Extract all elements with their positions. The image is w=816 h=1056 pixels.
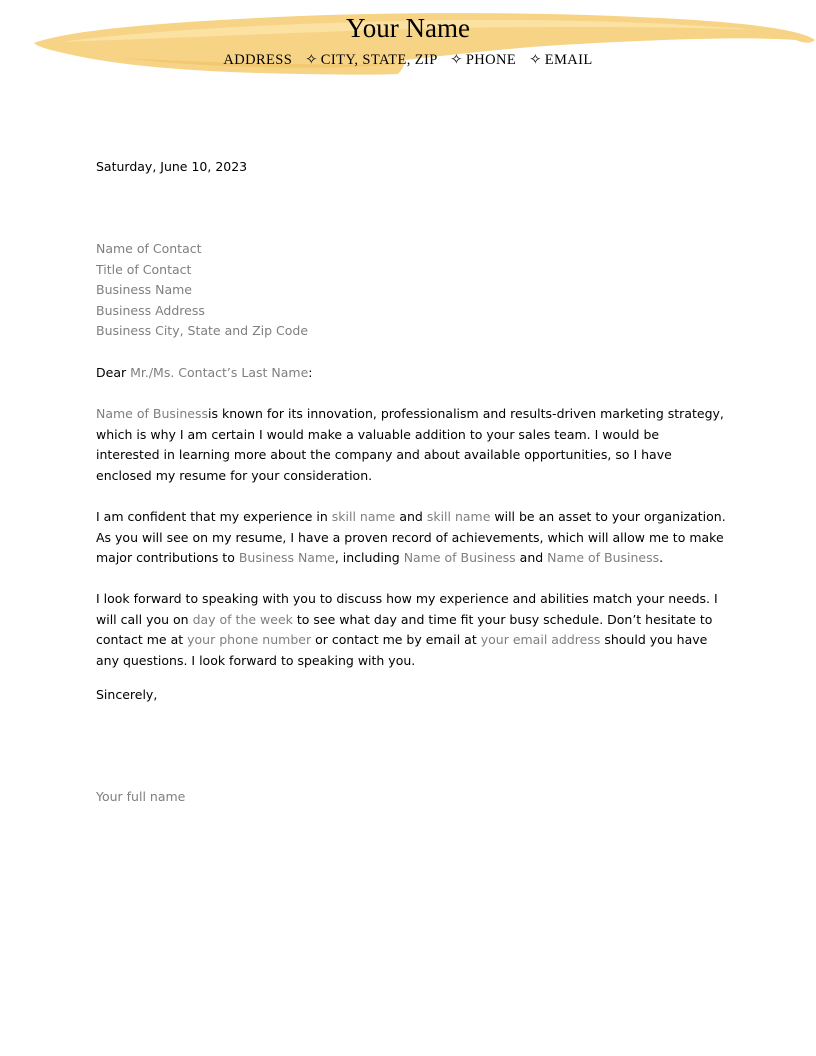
recipient-block (96, 239, 726, 342)
paragraph-intro (96, 404, 726, 486)
placeholder-phone: your phone number (187, 632, 312, 648)
salutation-prefix: Dear (96, 365, 131, 380)
placeholder-business: Name of Business (547, 550, 660, 566)
contact-email: EMAIL (544, 52, 593, 68)
contact-city-state-zip: CITY, STATE, ZIP (320, 52, 438, 68)
contact-address: ADDRESS (223, 52, 293, 68)
sender-name: Your Name (345, 13, 470, 43)
sparkle-separator-icon: ✧ (305, 52, 318, 68)
paragraph-text: . (659, 550, 664, 566)
placeholder-email: your email address (480, 632, 601, 648)
placeholder-business: Name of Business (96, 406, 208, 421)
placeholder-day: day of the week (192, 611, 293, 627)
paragraph-text: or contact me by email at (311, 632, 481, 648)
sparkle-separator-icon: ✧ (450, 52, 463, 68)
placeholder-business-name: Business Name (238, 550, 335, 566)
closing: Sincerely, (96, 687, 158, 702)
paragraph-text: I am confident that my experience in (96, 509, 332, 524)
paragraph-followup (96, 589, 726, 671)
placeholder-skill: skill name (331, 509, 396, 524)
paragraph-text: is known for its innovation, professionalism and results-driven marketing strategy, which is why I am certain I would make a valuable addition to your sales team. I would be interested in learning more about the company and about available opportunities, so I have enclosed my resume for your consideration. (96, 406, 724, 483)
paragraph-text: and (395, 509, 427, 524)
recipient-business-name: Business Name (96, 282, 192, 298)
recipient-contact-name: Name of Contact (96, 241, 202, 256)
letter-date: Saturday, June 10, 2023 (96, 159, 248, 174)
paragraph-text: , including (334, 550, 404, 566)
sparkle-separator-icon: ✧ (529, 52, 542, 68)
paragraph-text: should you have any questions. I look forward to speaking with you. (96, 632, 708, 668)
paragraph-text: I look forward to speaking with you to discuss how my experience and abilities match your needs. I will call you on (96, 591, 718, 627)
recipient-contact-title: Title of Contact (96, 261, 192, 277)
paragraph-experience (96, 507, 726, 569)
placeholder-skill: skill name (426, 509, 491, 524)
contact-phone: PHONE (465, 52, 517, 68)
recipient-business-address: Business Address (96, 302, 205, 318)
paragraph-text: to see what day and time fit your busy schedule. Don’t hesitate to contact me at (96, 611, 713, 648)
placeholder-business: Name of Business (403, 550, 516, 566)
salutation (96, 363, 726, 384)
paragraph-text: and (515, 550, 548, 566)
contact-line (0, 50, 816, 70)
signature-name: Your full name (96, 789, 186, 804)
paragraph-text: will be an asset to your organization. As you will see on my resume, I have a proven record of achievements, which will allow me to make major contributions to (96, 509, 726, 566)
salutation-placeholder: Mr./Ms. Contact’s Last Name (130, 365, 309, 380)
salutation-suffix: : (308, 365, 313, 380)
recipient-business-city: Business City, State and Zip Code (96, 323, 309, 339)
